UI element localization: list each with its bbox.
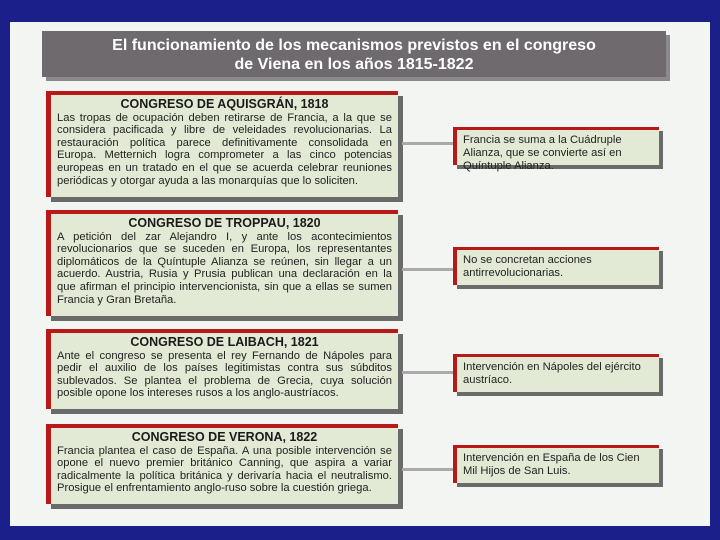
congress-text: Francia plantea el caso de España. A una posible intervención se opone el nuevo premier británico Canning, que aspira a variar radicalmente la política británica y derivaría hacia el neutralismo. Prosigue el enfrentamiento anglo-ruso sobre la cuestión griega.: [57, 444, 392, 495]
congress-heading: CONGRESO DE VERONA, 1822: [131, 430, 318, 444]
congress-heading: CONGRESO DE TROPPAU, 1820: [128, 216, 321, 230]
result-text: Intervención en Nápoles del ejército austríaco.: [463, 361, 641, 386]
title-line-1: El funcionamiento de los mecanismos previstos en el congreso: [112, 37, 596, 54]
result-text: No se concretan acciones antirrevolucionarias.: [463, 254, 592, 279]
connector-line: [402, 371, 453, 374]
connector-line: [402, 142, 453, 145]
connector-line: [402, 468, 453, 471]
congress-heading: CONGRESO DE LAIBACH, 1821: [130, 335, 319, 349]
connector-line: [402, 268, 453, 271]
congress-text: A petición del zar Alejandro I, y ante los acontecimientos revolucionarios que se suceden en Europa, los representantes diplomáticos de la Quíntuple Alianza se reúnen, sin llegar a un acuerdo. Austria, Rusia y Prusia publican una declaración en la que afirman el principio intervencionista, sin que a ellas se sumen Francia y Gran Bretaña.: [57, 230, 392, 306]
result-text: Intervención en España de los Cien Mil Hijos de San Luis.: [463, 452, 640, 477]
result-text: Francia se suma a la Cuádruple Alianza, que se convierte así en Quíntuple Alianza.: [463, 134, 622, 172]
diagram-page: [10, 22, 710, 526]
result-box-laibach: [453, 354, 659, 392]
congress-text: Ante el congreso se presenta el rey Fernando de Nápoles para pedir el auxilio de los países legitimistas contra sus súbditos sublevados. Se plantea el problema de Grecia, cuya solución posible opone los intereses rusos a los anglo-austríacos.: [57, 349, 392, 400]
congress-heading: CONGRESO DE AQUISGRÁN, 1818: [120, 97, 329, 111]
congress-box-troppau: [46, 210, 398, 316]
congress-text: Las tropas de ocupación deben retirarse de Francia, a la que se considera pacificada y libre de veleidades revolucionarias. La restauración política parece definitivamente consolidada en Europa. Metternich logra comprometer a las cinco potencias europeas en un tratado en el que se acuerda celebrar reuniones periódicas y otorgar ayuda a las monarquías que lo soliciten.: [57, 111, 392, 187]
title-line-2: de Viena en los años 1815-1822: [234, 56, 474, 73]
result-box-aquisgran: [453, 127, 659, 172]
congress-box-verona: [46, 424, 398, 504]
result-box-troppau: [453, 247, 659, 285]
congress-box-aquisgran: [46, 91, 398, 197]
congress-box-laibach: [46, 329, 398, 409]
page-title: [42, 31, 666, 77]
result-box-verona: [453, 445, 659, 483]
